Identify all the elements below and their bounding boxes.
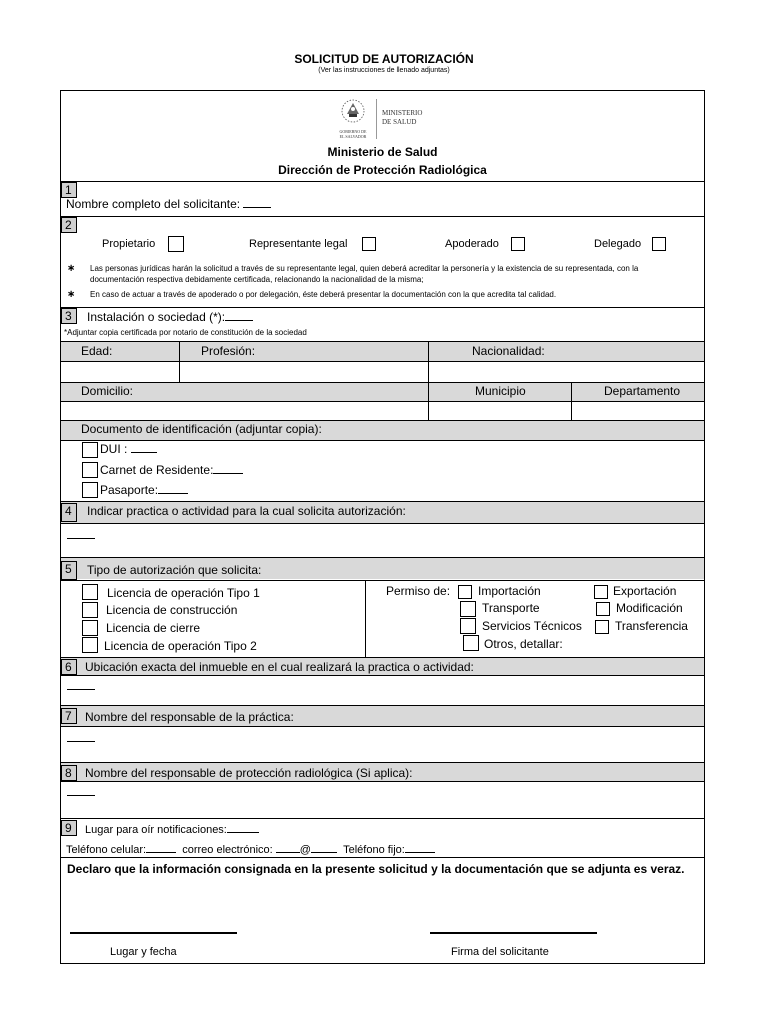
logo-gov-line2: EL SALVADOR [339, 134, 367, 139]
email-user-field[interactable] [276, 842, 300, 853]
nacionalidad-label: Nacionalidad: [472, 344, 545, 358]
ministry-logo [331, 95, 451, 141]
radiation-responsible-label: Nombre del responsable de protección radiológica (Si aplica): [85, 766, 413, 780]
doc-id-label: Documento de identificación (adjuntar copia): [81, 422, 322, 436]
notifications-label: Lugar para oír notificaciones: [85, 822, 259, 836]
licencia-cierre-checkbox[interactable] [82, 620, 98, 636]
section-4-number: 4 [61, 503, 77, 522]
option-representante-label: Representante legal [249, 238, 348, 250]
carnet-label: Carnet de Residente: [100, 463, 243, 477]
installation-field[interactable] [225, 310, 253, 321]
firma-label: Firma del solicitante [451, 946, 549, 958]
installation-label: Instalación o sociedad (*): [87, 310, 253, 324]
celular-field[interactable] [146, 842, 176, 853]
auth-type-label: Tipo de autorización que solicita: [87, 563, 262, 577]
applicant-name-label: Nombre completo del solicitante: [66, 197, 271, 211]
notifications-field[interactable] [227, 822, 259, 833]
section-7-number: 7 [61, 708, 77, 724]
licencia-construccion-checkbox[interactable] [82, 602, 98, 618]
transferencia-checkbox[interactable] [595, 620, 609, 634]
practice-responsible-label: Nombre del responsable de la práctica: [85, 710, 294, 724]
carnet-checkbox[interactable] [82, 462, 98, 478]
municipio-field[interactable] [429, 402, 571, 420]
option-propietario-checkbox[interactable] [168, 236, 184, 252]
dui-label: DUI : [100, 442, 157, 456]
bullet-icon: ∗ [67, 289, 76, 300]
municipio-label: Municipio [475, 384, 526, 398]
lugar-fecha-line[interactable] [70, 932, 237, 934]
note-proxy: En caso de actuar a través de apoderado o por delegación, éste deberá presentar la documentación con la que acredita tal calidad. [90, 290, 557, 299]
pasaporte-field[interactable] [158, 483, 188, 494]
option-apoderado-checkbox[interactable] [511, 237, 525, 251]
profesion-field[interactable] [180, 362, 428, 382]
licencia-tipo2-label: Licencia de operación Tipo 2 [104, 639, 257, 653]
importacion-label: Importación [478, 584, 541, 598]
practice-responsible-field[interactable] [67, 741, 95, 742]
modificacion-label: Modificación [616, 601, 683, 615]
note-legal-entities-cont: documentación respectiva debidamente certificada, relacionando la nacionalidad de la misma; [90, 275, 424, 284]
otros-label: Otros, detallar: [484, 637, 563, 651]
note-legal-entities: Las personas jurídicas harán la solicitud a través de su representante legal, quien deberá acreditar la personería y la existencia de su representada, con la [90, 264, 639, 273]
section-3-number: 3 [61, 308, 77, 324]
domicilio-field[interactable] [61, 402, 428, 420]
logo-gov-line1: GOBIERNO DE [339, 129, 367, 134]
section-5-number: 5 [61, 561, 77, 580]
section-9-number: 9 [61, 820, 77, 836]
transferencia-label: Transferencia [615, 619, 688, 633]
option-representante-checkbox[interactable] [362, 237, 376, 251]
servicios-label: Servicios Técnicos [482, 619, 582, 633]
institution-name: Ministerio de Salud [327, 145, 438, 159]
edad-field[interactable] [61, 362, 179, 382]
logo-ministry-line1: MINISTERIO [382, 109, 423, 117]
section-1-number: 1 [61, 182, 77, 198]
fijo-field[interactable] [405, 842, 435, 853]
modificacion-checkbox[interactable] [596, 602, 610, 616]
contact-line: Teléfono celular: correo electrónico: @ Teléfono fijo: [66, 842, 435, 856]
section-8-number: 8 [61, 765, 77, 781]
licencia-tipo1-checkbox[interactable] [82, 584, 98, 600]
coat-of-arms-icon [339, 97, 367, 127]
institution-department: Dirección de Protección Radiológica [278, 163, 487, 177]
pasaporte-label: Pasaporte: [100, 483, 188, 497]
location-label: Ubicación exacta del inmueble en el cual realizará la practica o actividad: [85, 660, 474, 674]
applicant-name-field[interactable] [243, 197, 271, 208]
licencia-tipo2-checkbox[interactable] [82, 637, 98, 653]
practice-field[interactable] [67, 538, 95, 539]
dui-checkbox[interactable] [82, 442, 98, 458]
departamento-label: Departamento [604, 384, 681, 398]
option-propietario-label: Propietario [102, 238, 156, 250]
section-2-number: 2 [61, 217, 77, 233]
option-apoderado-label: Apoderado [445, 238, 499, 250]
lugar-fecha-label: Lugar y fecha [110, 946, 177, 958]
firma-line[interactable] [430, 932, 597, 934]
edad-label: Edad: [81, 344, 113, 358]
carnet-field[interactable] [213, 463, 243, 474]
licencia-construccion-label: Licencia de construcción [106, 603, 238, 617]
nacionalidad-field[interactable] [429, 362, 704, 382]
licencia-cierre-label: Licencia de cierre [106, 621, 201, 635]
radiation-responsible-field[interactable] [67, 795, 95, 796]
option-delegado-label: Delegado [594, 238, 642, 250]
option-delegado-checkbox[interactable] [652, 237, 666, 251]
practice-label: Indicar practica o actividad para la cual solicita autorización: [87, 504, 406, 518]
permiso-label: Permiso de: [386, 584, 451, 598]
departamento-field[interactable] [572, 402, 704, 420]
bullet-icon: ∗ [67, 263, 76, 274]
form-title: SOLICITUD DE AUTORIZACIÓN [294, 52, 474, 66]
exportacion-label: Exportación [613, 584, 677, 598]
location-field[interactable] [67, 689, 95, 690]
importacion-checkbox[interactable] [458, 585, 472, 599]
exportacion-checkbox[interactable] [594, 585, 608, 599]
installation-note: *Adjuntar copia certificada por notario de constitución de la sociedad [64, 328, 307, 337]
otros-checkbox[interactable] [463, 635, 479, 651]
transporte-checkbox[interactable] [460, 601, 476, 617]
licencia-tipo1-label: Licencia de operación Tipo 1 [107, 586, 260, 600]
section-6-number: 6 [61, 659, 77, 675]
form-subtitle: (Ver las instrucciones de llenado adjuntas) [318, 67, 450, 74]
declaration-text: Declaro que la información consignada en la presente solicitud y la documentación que se adjunta es veraz. [67, 862, 685, 876]
dui-field[interactable] [131, 442, 157, 453]
servicios-checkbox[interactable] [460, 618, 476, 634]
profesion-label: Profesión: [201, 344, 256, 358]
application-form [60, 90, 705, 964]
pasaporte-checkbox[interactable] [82, 482, 98, 498]
domicilio-label: Domicilio: [81, 384, 134, 398]
email-domain-field[interactable] [311, 842, 337, 853]
transporte-label: Transporte [482, 601, 540, 615]
logo-ministry-line2: DE SALUD [382, 118, 417, 126]
